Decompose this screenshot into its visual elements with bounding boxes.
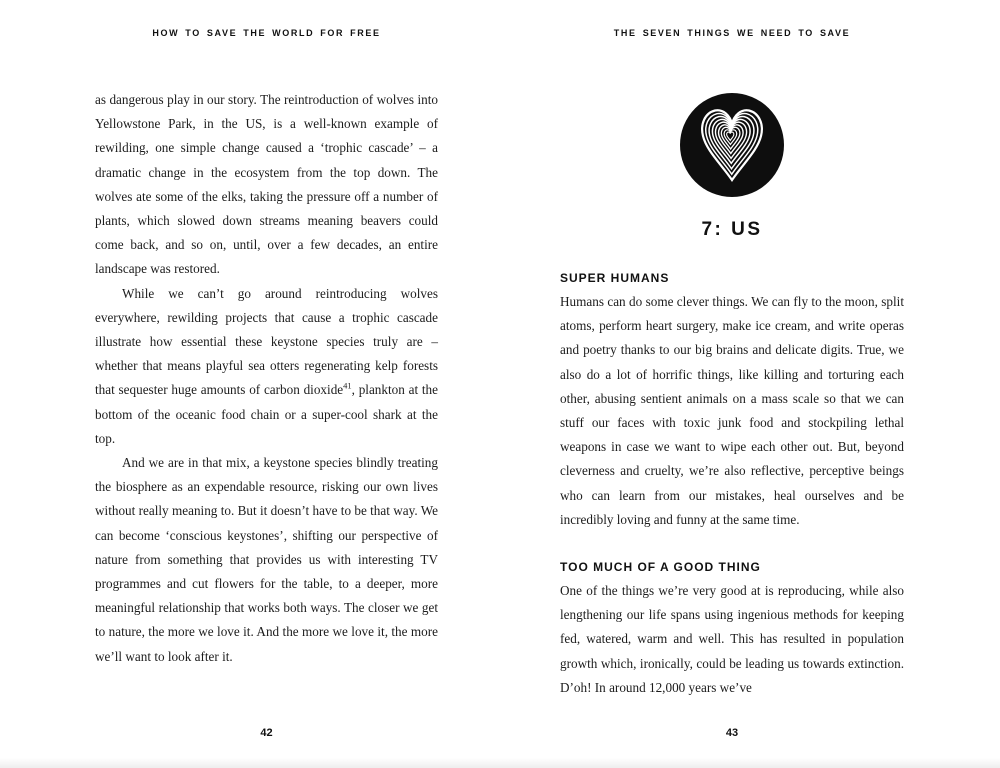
page-number-left: 42 [260,727,273,739]
paragraph-text: , plankton at the bottom of the oceanic food chain or a super-cool shark at the top. [95,382,438,446]
section-heading-super-humans: SUPER HUMANS [560,271,670,285]
concentric-heart-icon [680,93,784,197]
chapter-block [560,0,904,700]
right-page [560,0,904,768]
left-body-text [95,88,438,669]
body-paragraph: And we are in that mix, a keystone species blindly treating the biosphere as an expendable resource, risking our own lives without really meaning to. But it doesn’t have to be that way. We can become ‘conscious keystones’, shifting our perspective of nature from something that provides us with interesting TV programmes and cut flowers for the table, to a deeper, more meaningful relationship that works both ways. The closer we get to nature, the more we love it. And the more we love it, the more we’ll want to look after it. [95,455,438,664]
section-body: One of the things we’re very good at is reproducing, while also lengthening our life spans using ingenious methods for keeping fed, watered, warm and well. This has resulted in population growth which, ironically, could be leading us towards extinction. D’oh! In around 12,000 years we’ve [560,583,904,695]
page-number-right: 43 [725,727,739,739]
running-head-left: HOW TO SAVE THE WORLD FOR FREE [152,28,381,38]
footnote-reference: 41 [343,381,352,392]
running-head-right: THE SEVEN THINGS WE NEED TO SAVE [613,28,851,38]
paragraph-text: While we can’t go around reintroducing wolves everywhere, rewilding projects that cause a trophic cascade illustrate how essential these keystone species truly are – whether that means playful sea otters regenerating kelp forests that sequester huge amounts of carbon dioxide [95,285,438,398]
chapter-title: 7: US [701,219,763,240]
left-page [95,0,438,768]
page-bottom-edge [0,758,1000,768]
chapter-icon-circle [680,93,784,197]
body-paragraph [95,282,438,451]
body-paragraph: as dangerous play in our story. The reintroduction of wolves into Yellowstone Park, in the US, is a well-known example of rewilding, one simple change caused a ‘trophic cascade’ – a dramatic change in the ecosystem from the top down. The wolves ate some of the elks, taking the pressure off a number of plants, which slowed down streams meaning beavers could come back, and so on, until, over a few decades, an entire landscape was restored. [95,92,438,277]
section-heading-too-much: TOO MUCH OF A GOOD THING [560,560,761,575]
section-body: Humans can do some clever things. We can fly to the moon, split atoms, perform heart surgery, make ice cream, and write operas and poetry thanks to our big brains and delicate digits. True, we also do a lot of horrific things, like killing and torturing each other, abusing sentient animals on a mass scale so that we can stuff our faces with toxic junk food and stockpiling lethal weapons in case we want to wipe each other out. But, beyond cleverness and cruelty, we’re also reflective, perceptive beings who can learn from our mistakes, heal ourselves and be incredibly loving and funny at the same time. [560,294,904,527]
